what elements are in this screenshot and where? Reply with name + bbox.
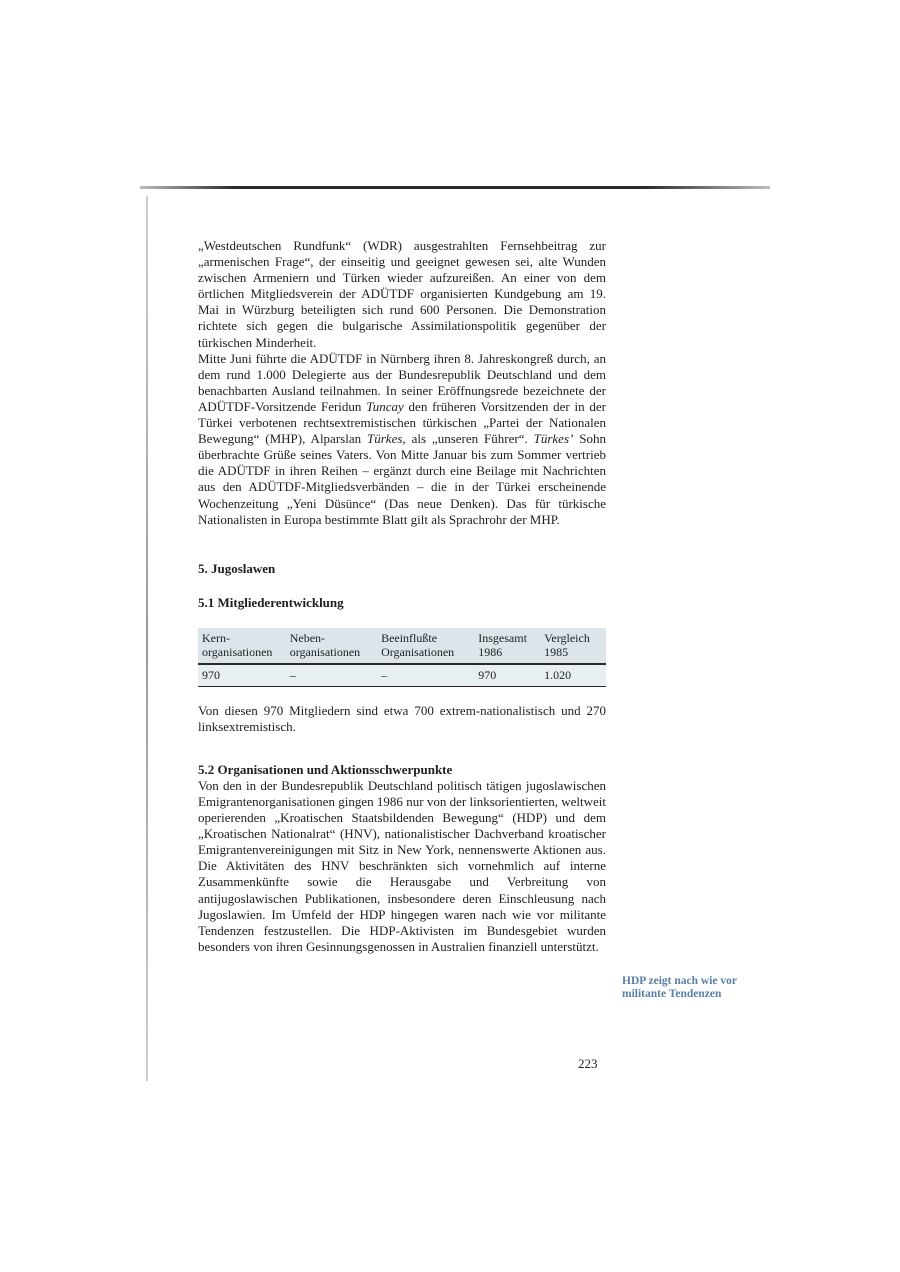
paragraph-wdr: „Westdeutschen Rundfunk“ (WDR) ausgestrahlten Fernsehbeitrag zur „armenischen Frage“, der einseitig und geeignet gewesen sei, alte Wunden zwischen Armeniern und Türken wieder aufzureißen. An einer von dem örtlichen Mitgliedsverein der ADÜTDF organisierten Kundgebung am 19. Mai in Würzburg beteiligten sich rund 600 Personen. Die Demonstration richtete sich gegen die bulgarische Assimilationspolitik gegenüber der türkischen Minderheit. [198,238,606,350]
person-name-turkes-possessive: Türkes’ [533,431,574,447]
section-heading-jugoslawen: 5. Jugoslawen [198,560,276,576]
paragraph-jahreskongress-text-4: Sohn überbrachte Grüße seines Vaters. Von Mitte Januar bis zum Sommer vertrieb die ADÜTDF in ihren Reihen – ergänzt durch eine Beilage mit Nachrichten aus den ADÜTDF-Mitgliedsverbänden – die in der Türkei erscheinende Wochenzeitung „Yeni Düsünce“ (Das neue Denken). Das für türkische Nationalisten in Europa bestimmte Blatt gilt als Sprachrohr der MHP. [198,431,606,527]
table-cell-kernorganisationen: 970 [198,664,286,687]
section-heading-mitgliederentwicklung: 5.1 Mitgliederentwicklung [198,594,344,610]
margin-note: HDP zeigt nach wie vor militante Tendenzen [622,975,737,1000]
table-header-vergleich-1985: Vergleich 1985 [540,628,606,664]
membership-table-wrapper [198,628,606,687]
section-heading-organisationen-aktionsschwerpunkte: 5.2 Organisationen und Aktionsschwerpunkte [198,761,453,777]
table-cell-beeinflusste-organisationen: – [377,664,474,687]
table-cell-insgesamt-1986: 970 [474,664,540,687]
table-row [198,664,606,687]
table-header-nebenorganisationen: Neben- organisationen [286,628,377,664]
membership-table [198,628,606,687]
page-body [198,238,606,955]
paragraph-jahreskongress-text-2: den früheren Vorsitzenden der in der Türkei verbotenen rechtsextremistischen türkischen „Partei der Nationalen Bewegung“ (MHP), Alparslan [198,398,606,447]
table-header-insgesamt-1986: Insgesamt 1986 [474,628,540,664]
left-margin-rule [146,196,148,1081]
paragraph-mitglieder-verteilung: Von diesen 970 Mitgliedern sind etwa 700 extrem-nationalistisch und 270 linksextremistisch. [198,702,606,734]
table-header-beeinflusste-organisationen: Beeinflußte Organisationen [377,628,474,664]
paragraph-jahreskongress-text-1: Mitte Juni führte die ADÜTDF in Nürnberg ihren 8. Jahreskongreß durch, an dem rund 1.000 Delegierte aus der Bundesrepublik Deutschland und dem benachbarten Ausland teilnahmen. In seiner Eröffnungsrede bezeichnete der ADÜTDF-Vorsitzende Feridun [198,350,606,414]
page-number: 223 [578,1056,598,1071]
table-cell-vergleich-1985: 1.020 [540,664,606,687]
table-cell-nebenorganisationen: – [286,664,377,687]
top-rule [140,186,770,189]
paragraph-jahreskongress-text-3: , als „unseren Führer“. [402,431,534,447]
paragraph-jahreskongress [198,351,606,528]
person-name-tuncay: Tuncay [366,398,404,414]
table-header-row [198,628,606,664]
person-name-turkes: Türkes [367,431,403,447]
paragraph-organisationen: Von den in der Bundesrepublik Deutschland politisch tätigen jugoslawischen Emigrantenorganisationen gingen 1986 nur von der linksorientierten, weltweit operierenden „Kroatischen Staatsbildenden Bewegung“ (HDP) und dem „Kroatischen Nationalrat“ (HNV), nationalistischer Dachverband kroatischer Emigrantenvereinigungen mit Sitz in New York, nennenswerte Aktionen aus. Die Aktivitäten des HNV beschränkten sich vornehmlich auf interne Zusammenkünfte sowie die Herausgabe und Verbreitung von antijugoslawischen Publikationen, insbesondere deren Einschleusung nach Jugoslawien. Im Umfeld der HDP hingegen waren nach wie vor militante Tendenzen festzustellen. Die HDP-Aktivisten im Bundesgebiet wurden besonders von ihren Gesinnungsgenossen in Australien finanziell unterstützt. [198,777,606,954]
table-header-kernorganisationen: Kern- organisationen [198,628,286,664]
